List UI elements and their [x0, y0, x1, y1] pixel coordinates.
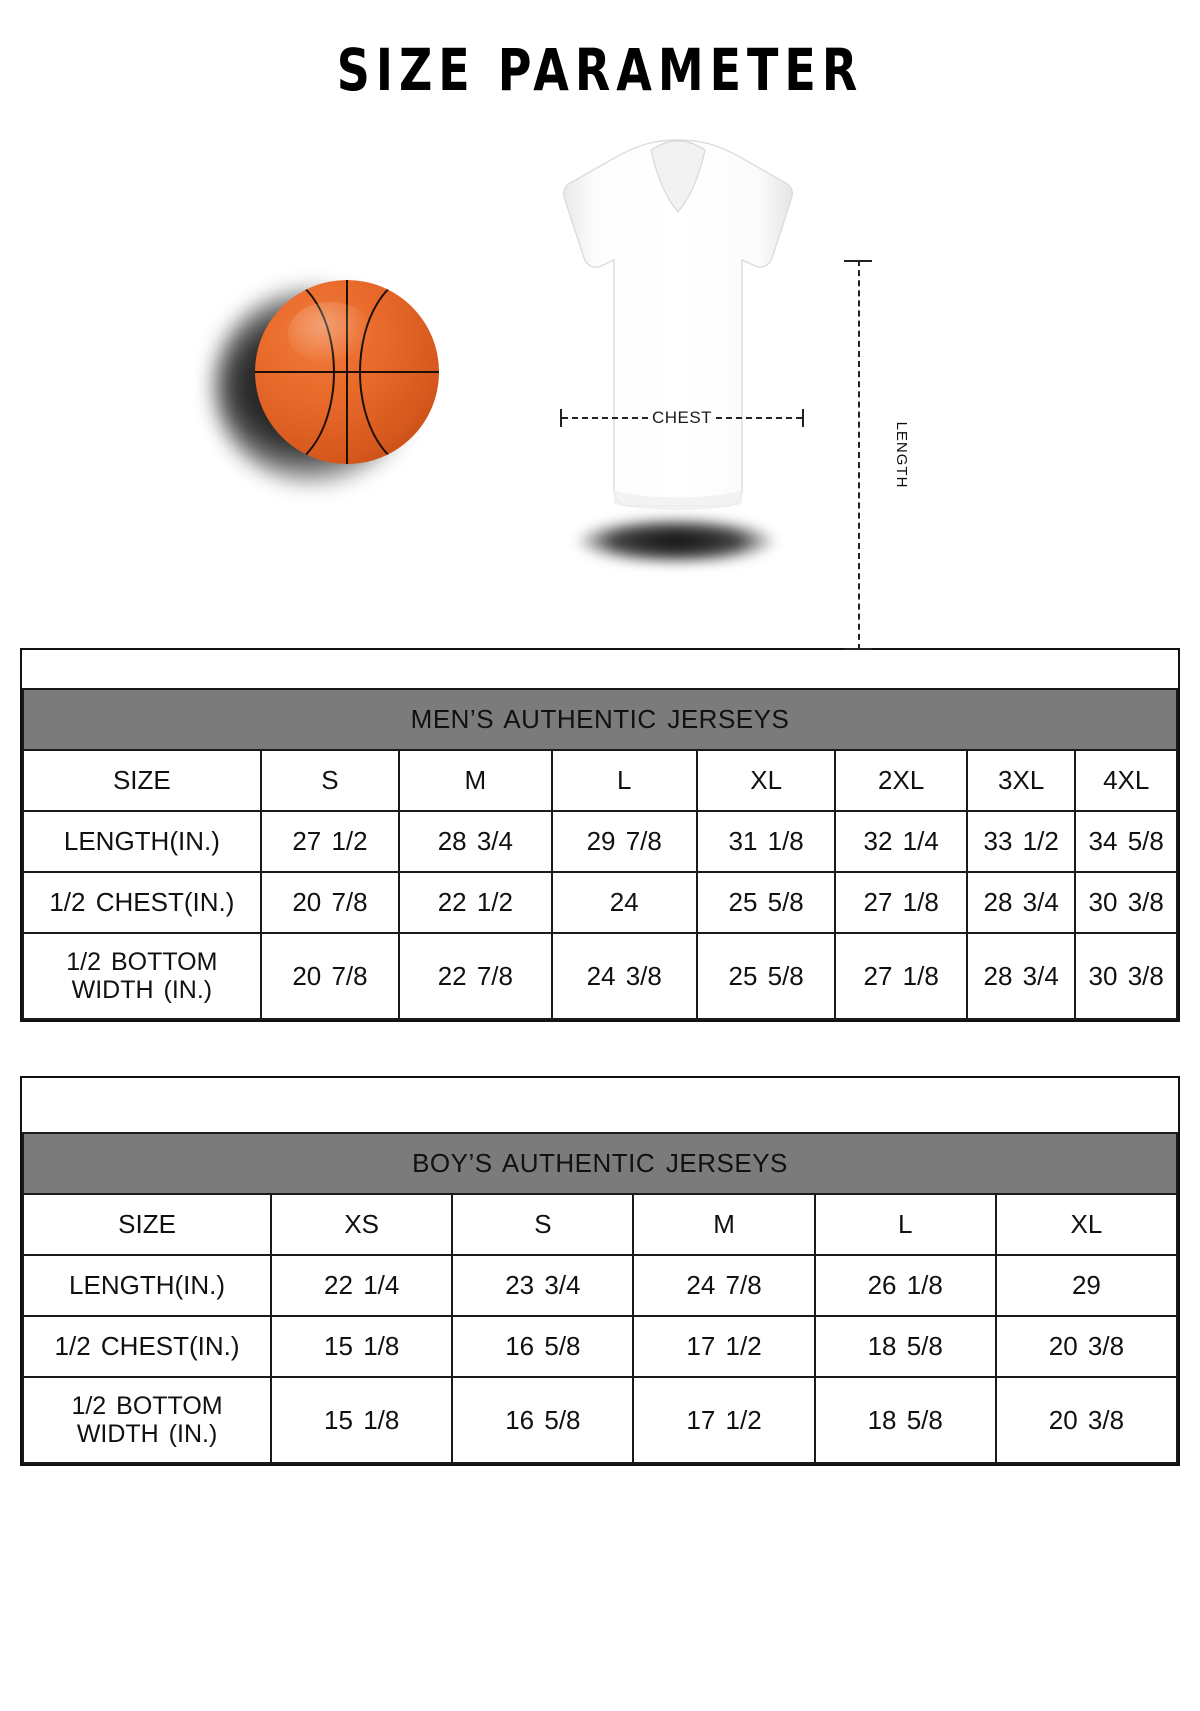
- mens-row-chest-label: 1/2 CHEST(IN.): [23, 872, 261, 933]
- basketball-highlight: [288, 302, 373, 365]
- table-row: [23, 933, 1177, 1019]
- table-row: [23, 1377, 1177, 1463]
- length-label: LENGTH: [889, 420, 914, 491]
- boys-row-bottom-label-line2: WIDTH (IN.): [76, 1420, 218, 1448]
- jersey-shadow: [576, 518, 776, 564]
- boys-length-xs: 22 1/4: [271, 1255, 452, 1316]
- basketball-body: [255, 280, 439, 464]
- mens-col-xl: XL: [697, 750, 835, 811]
- mens-length-l: 29 7/8: [552, 811, 697, 872]
- jersey-icon: [548, 138, 808, 548]
- mens-length-4xl: 34 5/8: [1075, 811, 1177, 872]
- mens-length-m: 28 3/4: [399, 811, 551, 872]
- mens-col-l: L: [552, 750, 697, 811]
- mens-bottom-3xl: 28 3/4: [967, 933, 1075, 1019]
- mens-col-2xl: 2XL: [835, 750, 967, 811]
- mens-col-m: M: [399, 750, 551, 811]
- boys-col-m: M: [633, 1194, 814, 1255]
- mens-table-banner: [23, 689, 1177, 750]
- mens-chest-m: 22 1/2: [399, 872, 551, 933]
- mens-chest-s: 20 7/8: [261, 872, 399, 933]
- boys-chest-xl: 20 3/8: [996, 1316, 1177, 1377]
- mens-col-4xl: 4XL: [1075, 750, 1177, 811]
- mens-bottom-l: 24 3/8: [552, 933, 697, 1019]
- length-measurement-guide: [840, 260, 910, 650]
- boys-chest-l: 18 5/8: [815, 1316, 996, 1377]
- boys-length-l: 26 1/8: [815, 1255, 996, 1316]
- chest-dash-left: [562, 417, 648, 419]
- mens-bottom-2xl: 27 1/8: [835, 933, 967, 1019]
- mens-bottom-4xl: 30 3/8: [1075, 933, 1177, 1019]
- mens-chest-3xl: 28 3/4: [967, 872, 1075, 933]
- page-title: SIZE PARAMETER: [336, 36, 864, 104]
- chest-dash-right: [716, 417, 802, 419]
- length-dash-line: [858, 260, 860, 650]
- table-row: [23, 1316, 1177, 1377]
- basketball-seam-right: [359, 280, 439, 464]
- mens-col-size: SIZE: [23, 750, 261, 811]
- boys-bottom-m: 17 1/2: [633, 1377, 814, 1463]
- boys-col-xs: XS: [271, 1194, 452, 1255]
- table-row: [23, 1255, 1177, 1316]
- mens-chest-l: 24: [552, 872, 697, 933]
- illustration-band: [0, 130, 1200, 610]
- boys-row-bottom-label-line1: 1/2 BOTTOM: [71, 1392, 223, 1420]
- mens-col-s: S: [261, 750, 399, 811]
- mens-header-row: [23, 750, 1177, 811]
- boys-row-length-label: LENGTH(IN.): [23, 1255, 271, 1316]
- mens-length-2xl: 32 1/4: [835, 811, 967, 872]
- boys-col-size: SIZE: [23, 1194, 271, 1255]
- boys-banner-label: BOY’S AUTHENTIC JERSEYS: [23, 1133, 1177, 1194]
- mens-bottom-s: 20 7/8: [261, 933, 399, 1019]
- mens-size-table: [20, 648, 1180, 1022]
- jersey-illustration: [548, 138, 808, 538]
- boys-size-table: [20, 1076, 1180, 1466]
- boys-chest-m: 17 1/2: [633, 1316, 814, 1377]
- mens-length-s: 27 1/2: [261, 811, 399, 872]
- mens-length-xl: 31 1/8: [697, 811, 835, 872]
- chest-measurement-guide: [560, 408, 804, 428]
- length-tick-bottom: [844, 648, 872, 650]
- mens-row-bottom-label: [23, 933, 261, 1019]
- boys-bottom-s: 16 5/8: [452, 1377, 633, 1463]
- boys-row-chest-label: 1/2 CHEST(IN.): [23, 1316, 271, 1377]
- boys-bottom-l: 18 5/8: [815, 1377, 996, 1463]
- boys-length-m: 24 7/8: [633, 1255, 814, 1316]
- boys-col-l: L: [815, 1194, 996, 1255]
- boys-bottom-xl: 20 3/8: [996, 1377, 1177, 1463]
- mens-length-3xl: 33 1/2: [967, 811, 1075, 872]
- mens-row-bottom-label-line1: 1/2 BOTTOM: [66, 948, 218, 976]
- basketball-icon: [230, 280, 440, 490]
- table-row: [23, 811, 1177, 872]
- boys-length-xl: 29: [996, 1255, 1177, 1316]
- boys-length-s: 23 3/4: [452, 1255, 633, 1316]
- boys-col-s: S: [452, 1194, 633, 1255]
- mens-bottom-xl: 25 5/8: [697, 933, 835, 1019]
- boys-row-bottom-label: [23, 1377, 271, 1463]
- table-row: [23, 872, 1177, 933]
- chest-cap-right: [802, 409, 804, 427]
- mens-row-length-label: LENGTH(IN.): [23, 811, 261, 872]
- boys-chest-xs: 15 1/8: [271, 1316, 452, 1377]
- mens-banner-label: MEN’S AUTHENTIC JERSEYS: [23, 689, 1177, 750]
- mens-chest-4xl: 30 3/8: [1075, 872, 1177, 933]
- mens-chest-2xl: 27 1/8: [835, 872, 967, 933]
- mens-chest-xl: 25 5/8: [697, 872, 835, 933]
- boys-chest-s: 16 5/8: [452, 1316, 633, 1377]
- mens-bottom-m: 22 7/8: [399, 933, 551, 1019]
- boys-col-xl: XL: [996, 1194, 1177, 1255]
- mens-col-3xl: 3XL: [967, 750, 1075, 811]
- chest-label: CHEST: [651, 408, 713, 427]
- boys-header-row: [23, 1194, 1177, 1255]
- boys-table-banner: [23, 1133, 1177, 1194]
- mens-row-bottom-label-line2: WIDTH (IN.): [71, 976, 213, 1004]
- boys-bottom-xs: 15 1/8: [271, 1377, 452, 1463]
